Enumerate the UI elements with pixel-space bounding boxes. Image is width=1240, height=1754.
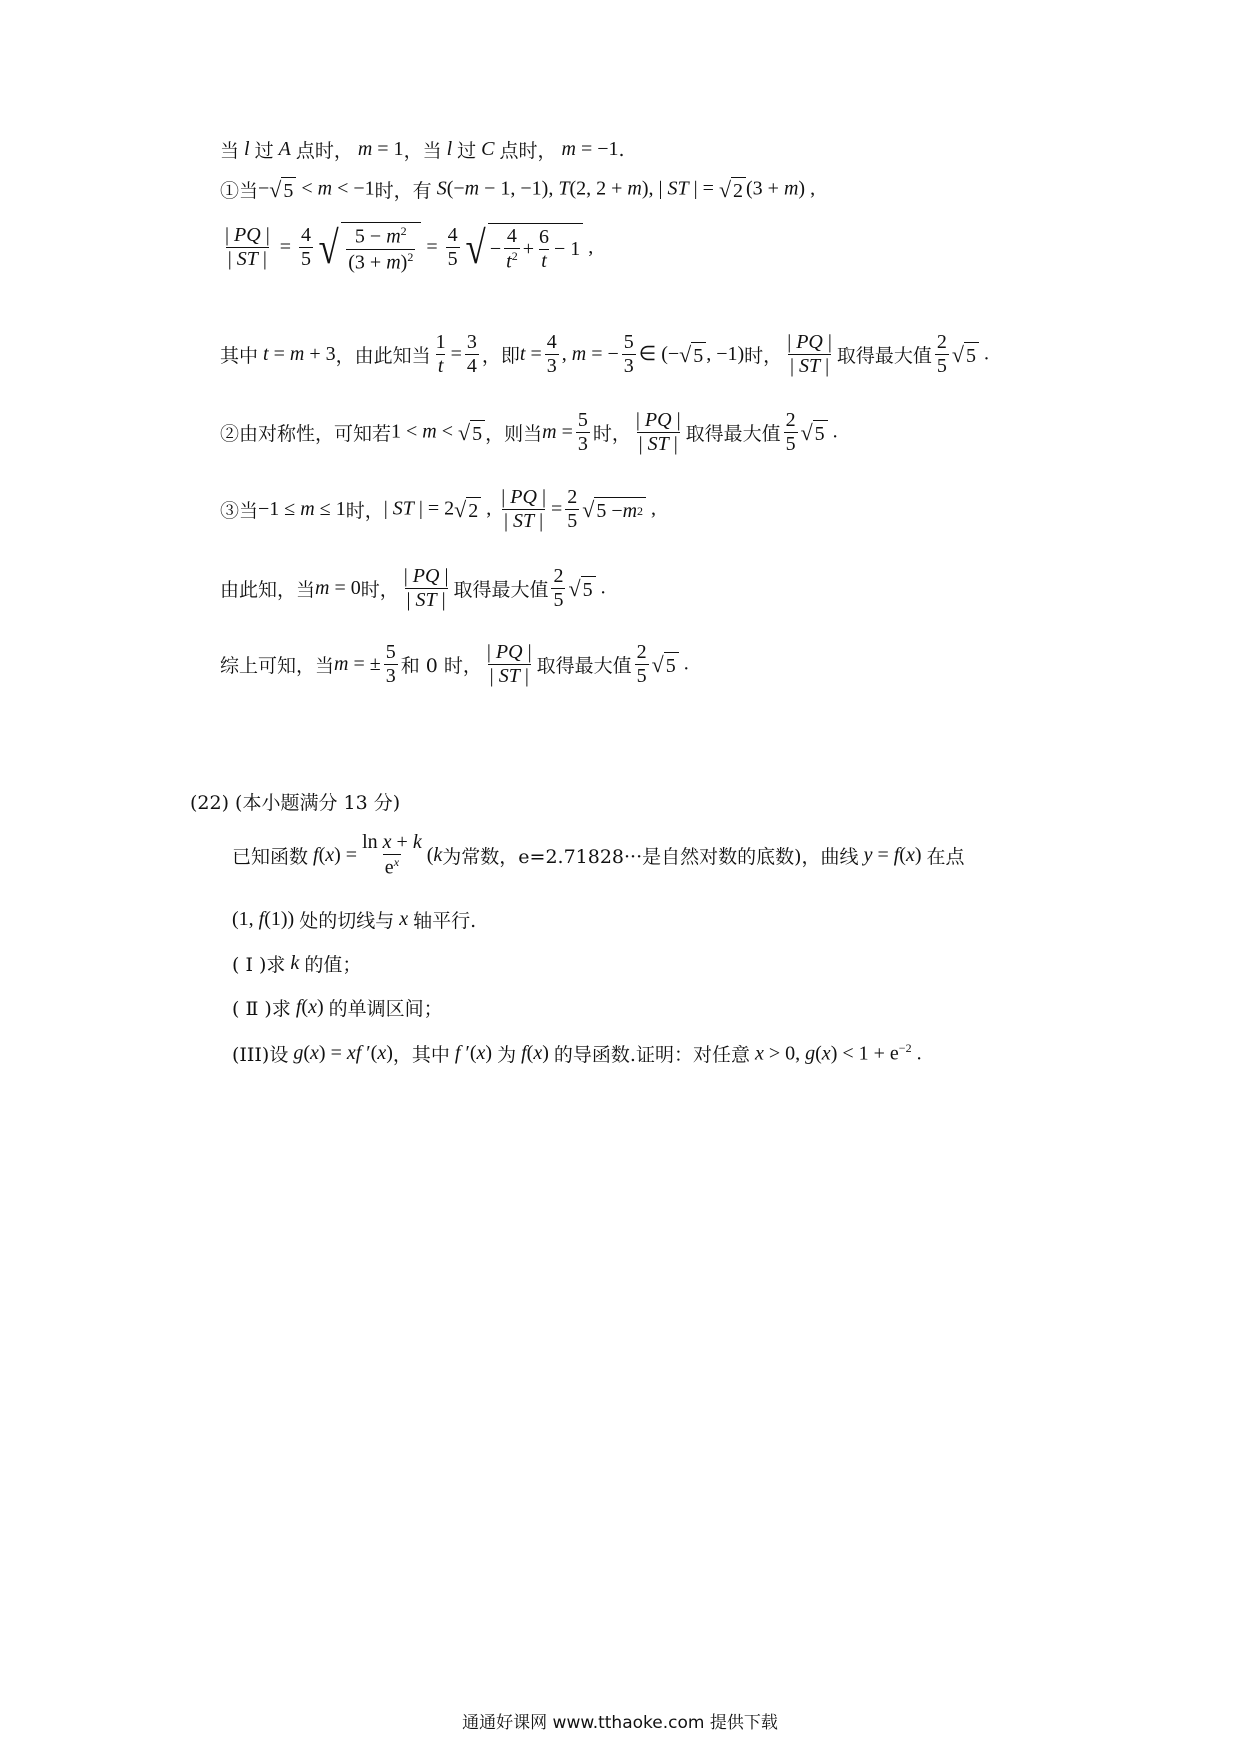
solution-line-2: ①当 − √ 5 < m < −1 时，有 S(−m − 1, −1), T(2, 2 + m), | ST | = √ 2 (3 + m) , <box>220 176 816 202</box>
solution-line-6: ③当 −1 ≤ m ≤ 1 时， | ST | = 2 √ 2 , $\frac{| PQ |}{| ST |}$ = $\frac{2}{5}$ √ 5 − m 2 , <box>220 486 657 532</box>
solution-line-3: $\frac{| PQ |}{| ST |}$ = $\frac{4}{5}$ √ $\frac{5 - m^2}{(3 + m)^2}$ = $\frac{4}{5}$ √ − $\frac{4}{t^2}$ + $\frac{6}{t}$ − 1 , <box>225 221 594 274</box>
problem-header: (22) (本小题满分 13 分) <box>190 792 401 814</box>
problem-stem: 已知函数 f(x) = $\frac{\text{ln x + k}}{e^x}$ (k 为常数，e=2.71828···是自然对数的底数)，曲线 y = f(x) 在点 <box>232 831 965 879</box>
problem-part-2: ( Ⅱ )求 f(x) 的单调区间； <box>232 996 443 1020</box>
solution-line-4: 其中 t = m + 3 ，由此知当 $\frac{1}{t}$ = $\frac{3}{4}$ ，即 t = $\frac{4}{3}$ , m = − $\frac{5}{3}$ ∈ (− √ 5 , −1) 时， $\frac{| PQ |}{| ST |}$ 取得最大值 $\frac{2}{5}$ √ 5 . <box>220 331 989 377</box>
solution-line-5: ②由对称性，可知若 1 < m < √ 5 ，则当 m = $\frac{5}{3}$ 时， $\frac{| PQ |}{| ST |}$ 取得最大值 $\frac{2}{5}$ √ 5 . <box>220 409 838 455</box>
solution-line-8: 综上可知，当 m = ± $\frac{5}{3}$ 和 0 时， $\frac{| PQ |}{| ST |}$ 取得最大值 $\frac{2}{5}$ √ 5 . <box>220 641 689 687</box>
problem-stem-2: (1, f(1)) 处的切线与 x 轴平行. <box>232 908 477 932</box>
solution-line-1: 当 l 过 A 点时， m = 1 ，当 l 过 C 点时， m = −1 . <box>220 138 625 162</box>
problem-part-1: ( Ⅰ )求 k 的值； <box>232 952 362 976</box>
footer-credit: 通通好课网 www.tthaoke.com 提供下载 <box>462 1713 778 1733</box>
problem-part-3: (III)设 g(x) = xf ′(x) ，其中 f ′(x) 为 f(x) 的导函数.证明：对任意 x > 0, $g(x) < 1 + e^{-2}$ . <box>232 1041 922 1066</box>
solution-line-7: 由此知，当 m = 0 时， $\frac{| PQ |}{| ST |}$ 取得最大值 $\frac{2}{5}$ √ 5 . <box>220 565 606 611</box>
